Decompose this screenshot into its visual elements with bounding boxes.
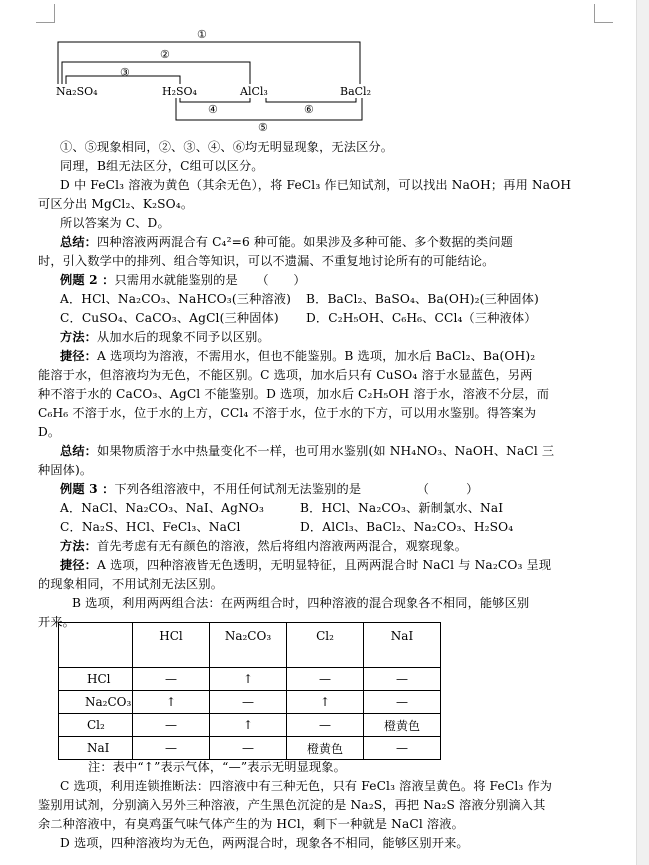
margin-corner-mark (36, 4, 55, 23)
example-2-text: 只需用水就能鉴别的是 （ ） (114, 273, 306, 287)
node-h2so4: H₂SO₄ (162, 85, 197, 98)
example-2-question (60, 271, 540, 289)
summary-label: 总结： (60, 235, 98, 249)
diagram-label-1: ① (197, 28, 207, 41)
shortcut-text: A 选项，四种溶液皆无色透明，无明显特征，且两两混合时 NaCl 与 Na₂CO₃ 呈现 (97, 558, 552, 572)
text-line: B 选项，利用两两组合法：在两两组合时，四种溶液的混合现象各不相同，能够区别 (72, 596, 530, 610)
shortcut-label: 捷径： (60, 349, 98, 363)
table-note: 注：表中“↑”表示气体，“—”表示无明显现象。 (88, 760, 346, 774)
table-cell: 橙黄色 (364, 714, 441, 737)
summary-text: 四种溶液两两混合有 C₄²=6 种可能。如果涉及多种可能、多个数据的类问题 (97, 235, 514, 249)
node-alcl3: AlCl₃ (240, 85, 268, 98)
table-cell: — (364, 668, 441, 691)
text-line: 种不溶于水的 CaCO₃、AgCl 不能鉴别。D 选项，加水后 C₂H₅OH 溶于水，溶液不分层，而 (38, 387, 550, 401)
table-cell: — (210, 737, 287, 760)
text-line: C₆H₆ 不溶于水，位于水的上方，CCl₄ 不溶于水，位于水的下方，可以用水鉴别。得答案为 (38, 406, 537, 420)
pairing-diagram-lines (50, 26, 380, 136)
table-row (59, 714, 441, 737)
table-cell: — (133, 668, 210, 691)
text-line: 开来。 (38, 615, 76, 629)
option-d: D．AlCl₃、BaCl₂、Na₂CO₃、H₂SO₄ (300, 520, 514, 534)
table-cell: — (287, 668, 364, 691)
option-b: B．BaCl₂、BaSO₄、Ba(OH)₂(三种固体) (306, 292, 539, 306)
table-row (59, 691, 441, 714)
row-header: Cl₂ (59, 714, 133, 737)
text-line: D 选项，四种溶液均为无色，两两混合时，现象各不相同，能够区别开来。 (60, 836, 469, 850)
example-3-text: 下列各组溶液中，不用任何试剂无法鉴别的是 （ ） (114, 482, 479, 496)
text-line: C 选项，利用连锁推断法：四溶液中有三种无色，只有 FeCl₃ 溶液呈黄色。将 FeCl₃ 作为 (60, 779, 553, 793)
mixing-table (58, 622, 441, 760)
table-cell: ↑ (210, 714, 287, 737)
table-corner (59, 623, 133, 668)
summary-label: 总结： (60, 444, 98, 458)
option-c: C．CuSO₄、CaCO₃、AgCl(三种固体) (60, 311, 279, 325)
summary-1 (60, 233, 540, 251)
text-line: 的现象相同，不用试剂无法区别。 (38, 577, 224, 591)
table-row (59, 737, 441, 760)
text-line: D 中 FeCl₃ 溶液为黄色（其余无色），将 FeCl₃ 作已知试剂，可以找出 NaOH；再用 NaOH (60, 178, 572, 192)
table-header: HCl (133, 623, 210, 668)
node-na2so4: Na₂SO₄ (56, 85, 98, 98)
table-row (59, 668, 441, 691)
table-cell: 橙黄色 (287, 737, 364, 760)
text-line: 时，引入数学中的排列、组合等知识，可以不遗漏、不重复地讨论所有的可能结论。 (38, 254, 495, 268)
table-cell: ↑ (133, 691, 210, 714)
text-line: 鉴别用试剂，分别滴入另外三种溶液，产生黑色沉淀的是 Na₂S，再把 Na₂S 溶液分别滴入其 (38, 798, 546, 812)
diagram-label-3: ③ (120, 66, 130, 79)
table-cell: — (133, 737, 210, 760)
margin-corner-mark (594, 4, 613, 23)
row-header: HCl (59, 668, 133, 691)
table-cell: ↑ (210, 668, 287, 691)
table-cell: — (133, 714, 210, 737)
node-bacl2: BaCl₂ (340, 85, 371, 98)
option-c: C．Na₂S、HCl、FeCl₃、NaCl (60, 520, 241, 534)
method-line (60, 328, 540, 346)
diagram-label-5: ⑤ (258, 121, 268, 134)
method-label: 方法： (60, 330, 98, 344)
summary-2 (60, 442, 555, 460)
text-line: 种固体)。 (38, 463, 93, 477)
text-line: 所以答案为 C、D。 (60, 216, 170, 230)
text-line: ①、⑤现象相同，②、③、④、⑥均无明显现象，无法区分。 (60, 140, 394, 154)
text-line: 同理，B组无法区分，C组可以区分。 (60, 159, 264, 173)
example-3-question (60, 480, 540, 498)
shortcut-label: 捷径： (60, 558, 98, 572)
table-cell: ↑ (287, 691, 364, 714)
table-header: Cl₂ (287, 623, 364, 668)
table-cell: — (210, 691, 287, 714)
text-line: D。 (38, 425, 61, 439)
row-header: NaI (59, 737, 133, 760)
table-header: Na₂CO₃ (210, 623, 287, 668)
method-text: 首先考虑有无有颜色的溶液，然后将组内溶液两两混合，观察现象。 (97, 539, 468, 553)
shortcut-line (60, 347, 540, 365)
shortcut-text: A 选项均为溶液，不需用水，但也不能鉴别。B 选项，加水后 BaCl₂、Ba(OH)₂ (97, 349, 536, 363)
diagram-label-6: ⑥ (304, 103, 314, 116)
table-cell: — (364, 737, 441, 760)
vertical-scrollbar[interactable] (636, 0, 649, 865)
table-cell: — (364, 691, 441, 714)
table-header: NaI (364, 623, 441, 668)
diagram-label-4: ④ (208, 103, 218, 116)
diagram-label-2: ② (160, 48, 170, 61)
table-cell: — (287, 714, 364, 737)
method-line (60, 537, 540, 555)
shortcut-line (60, 556, 552, 574)
text-line: 余二种溶液中，有臭鸡蛋气味气体产生的为 HCl，剩下一种就是 NaCl 溶液。 (38, 817, 464, 831)
method-text: 从加水后的现象不同予以区别。 (97, 330, 270, 344)
method-label: 方法： (60, 539, 98, 553)
option-b: B．HCl、Na₂CO₃、新制氯水、NaI (300, 501, 504, 515)
option-d: D．C₂H₅OH、C₆H₆、CCl₄（三种液体） (306, 311, 537, 325)
row-header: Na₂CO₃ (59, 691, 133, 714)
summary-text: 如果物质溶于水中热量变化不一样，也可用水鉴别(如 NH₄NO₃、NaOH、NaCl 三 (97, 444, 555, 458)
example-3-label: 例题 3 ： (60, 482, 115, 496)
text-line: 可区分出 MgCl₂、K₂SO₄。 (38, 197, 194, 211)
pairing-diagram (50, 26, 380, 134)
option-a: A．NaCl、Na₂CO₃、NaI、AgNO₃ (60, 501, 265, 515)
example-2-label: 例题 2 ： (60, 273, 115, 287)
option-a: A．HCl、Na₂CO₃、NaHCO₃(三种溶液) (60, 292, 292, 306)
text-line: 能溶于水，但溶液均为无色，不能区别。C 选项，加水后只有 CuSO₄ 溶于水显蓝色，另两 (38, 368, 533, 382)
